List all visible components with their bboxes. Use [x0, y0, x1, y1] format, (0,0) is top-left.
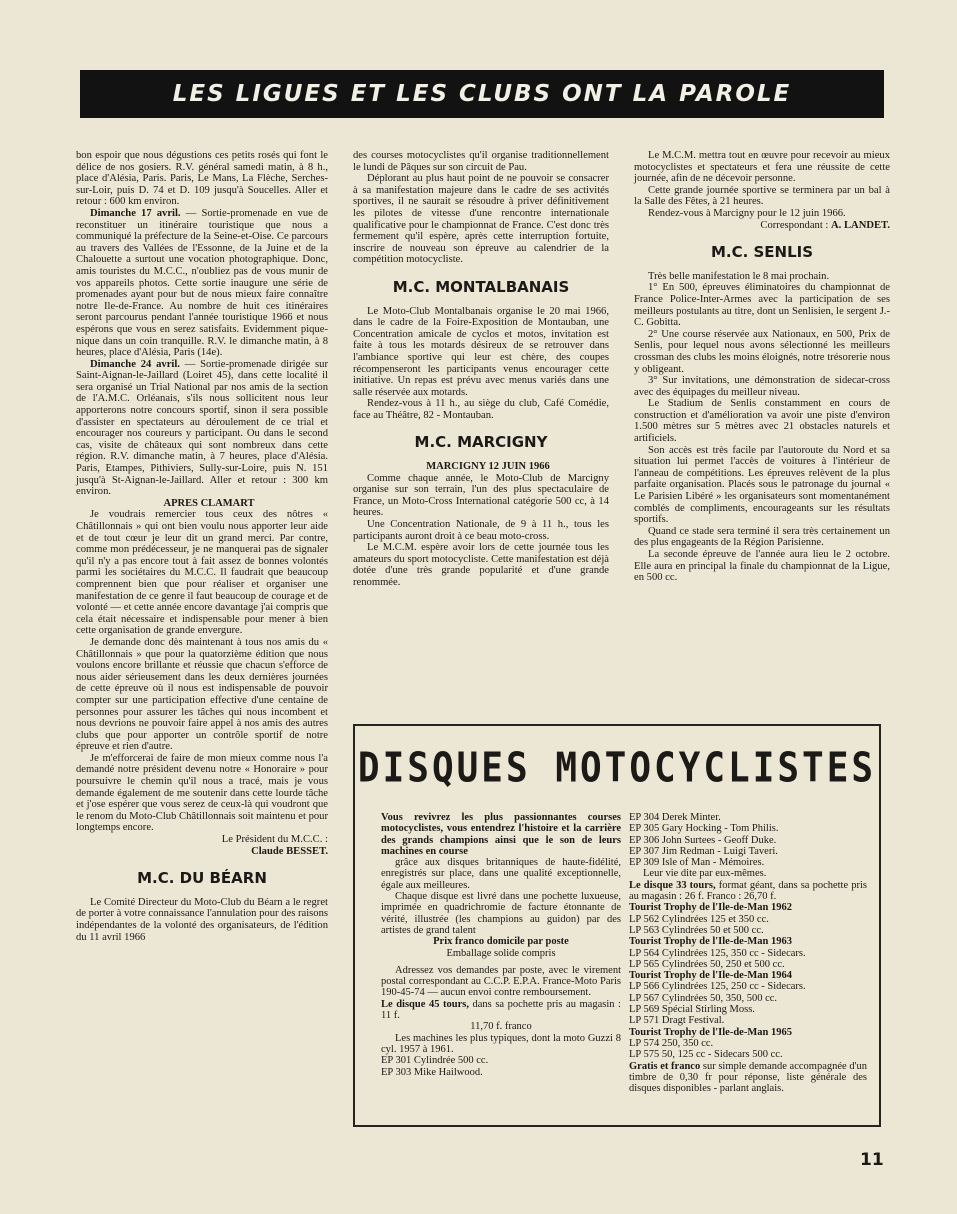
record-group-title-text: Tourist Trophy de l'Ile-de-Man 1962 [629, 902, 792, 914]
column-3 [634, 150, 890, 584]
paragraph: Très belle manifestation le 8 mai prochain. [648, 270, 830, 282]
record-item: LP 566 Cylindrées 125, 250 cc - Sidecars. [629, 981, 806, 993]
paragraph: Rendez-vous à Marcigny pour le 12 juin 1966. [648, 207, 846, 219]
advertisement-box [353, 724, 881, 1127]
ad-price-lead: Le disque 45 tours, [381, 998, 469, 1010]
paragraph: Rendez-vous à 11 h., au siège du club, Café Comédie, face au Théâtre, 82 - Montauban. [353, 398, 609, 421]
record-group-title-text: Tourist Trophy de l'Ile-de-Man 1963 [629, 936, 792, 948]
record-item: EP 304 Derek Minter. [629, 812, 721, 823]
paragraph: Le Stadium de Senlis constamment en cours de construction et d'amélioration va avoir une piste d'environ 1.500 mètres sur 5 mètres avec 21 obstacles naturels et artificiels. [634, 398, 890, 445]
paragraph: grâce aux disques britanniques de haute-fidélité, enregistrés sur place, dans une qualité exceptionnelle, égale aux meilleures. [381, 857, 621, 891]
paragraph: 1° En 500, épreuves éliminatoires du championnat de France Police-Inter-Armes avec la participation de ses meilleurs postulants au titre, dont un Senlisien, le sergent J.-C. Gobitta. [634, 282, 890, 329]
paragraph: Cette grande journée sportive se terminera par un bal à la Salle des Fêtes, à 21 heures. [634, 184, 890, 208]
paragraph: Le Moto-Club Montalbanais organise le 20 mai 1966, dans le cadre de la Foire-Exposition de Montauban, une Concentration amicale de cyclos et motos, invitation est faite à tous les motards désireux de se retrouver dans l'ambiance sportive qui leur est chère, des coupes récompenseront les participants venus encourager cette initiative. Un repas est prévu avec menus variés dans une salle réservée aux motards. [353, 305, 609, 398]
record-item: LP 562 Cylindrées 125 et 350 cc. [629, 913, 769, 925]
ad-gratis-text: sur simple demande accompagnée d'un timbre de 0,30 fr pour réponse, liste générale des disques disponibles - parlant anglais. [629, 1060, 867, 1095]
heading-mc-senlis: M.C. SENLIS [710, 243, 814, 262]
record-item: EP 306 John Surtees - Geoff Duke. [629, 834, 777, 846]
correspondent-name: A. LANDET. [831, 219, 890, 231]
ad-title: DISQUES MOTOCYCLISTES [357, 744, 877, 793]
paragraph [76, 208, 328, 359]
paragraph-text: — Sortie-promenade en vue de reconstituer un itinéraire touristique que nous a communiqué la préfecture de la Seine-et-Oise. Ce parcours au travers des Vallées de l'Essonne, de la Juine et de la Chalouette a surtout une vocation photographique. Donc, amis touristes du M.C.C., n'oubliez pas de vous munir de vos appareils photos. Cette sortie inaugure une série de promenades ayant pour but de nous mieux faire connaître notre Ile-de-France. Au nombre de huit ces itinéraires seront parcourus pendant l'année touristique 1966 et nous espérons que vous en serez satisfaits. Evidemment pique-nique dans un coin tranquille. R.V. le dimanche matin, à 8 heures, place d'Alésia, Paris (14e). [76, 207, 329, 359]
record-item: LP 567 Cylindrées 50, 350, 500 cc. [629, 992, 778, 1004]
record-item: EP 303 Mike Hailwood. [381, 1066, 483, 1078]
heading-mc-montalbanais: M.C. MONTALBANAIS [392, 277, 570, 296]
paragraph: Une Concentration Nationale, de 9 à 11 h., tous les participants auront droit à ce beau moto-cross. [353, 519, 609, 542]
section-banner: LES LIGUES ET LES CLUBS ONT LA PAROLE [80, 70, 884, 118]
signature-name [76, 846, 328, 858]
record-group-title-text: Tourist Trophy de l'Ile-de-Man 1964 [629, 970, 792, 982]
record-group-title [629, 1027, 867, 1038]
column-2 [353, 150, 609, 589]
ad-intro [381, 812, 621, 857]
subheading-apres-clamart: APRES CLAMART [163, 497, 255, 509]
ad-price-text: format géant, dans sa pochette pris au magasin : 26 f. Franco : 26,70 f. [629, 879, 867, 903]
ad-price-45 [381, 999, 621, 1022]
record-item: EP 309 Isle of Man - Mémoires. [629, 857, 765, 869]
ad-price-33 [629, 880, 867, 903]
record-item: LP 571 Dragt Festival. [629, 1015, 725, 1027]
record-group-title [629, 902, 867, 913]
paragraph: Les machines les plus typiques, dont la moto Guzzi 8 cyl. 1957 à 1961. [381, 1032, 621, 1055]
paragraph: Comme chaque année, le Moto-Club de Marcigny organise sur son terrain, l'un des plus spectaculaire de France, un Moto-Cross International catégorie 500 cc, à 14 heures. [353, 472, 609, 519]
paragraph: Son accès est très facile par l'autoroute du Nord et sa situation lui permet l'accès de voitures à l'intérieur de l'anneau de compétitions. Les épreuves relèvent de la plus parfaite organisation. Placés sous le patronage du journal « Le Parisien Libéré » les organisateurs sont momentanément comblés de compliments, encourageants sur les résultats sportifs. [634, 444, 890, 526]
record-group-title [629, 970, 867, 981]
correspondent [634, 220, 890, 232]
paragraph: La seconde épreuve de l'année aura lieu le 2 octobre. Elle aura en principal la finale du championnat de la Ligue, en 500 cc. [634, 549, 890, 584]
signature-title: Le Président du M.C.C. : [221, 834, 328, 846]
record-item: LP 564 Cylindrées 125, 350 cc - Sidecars. [629, 947, 806, 959]
ad-franco [381, 936, 621, 947]
record-group-title [629, 936, 867, 947]
ad-price-lead: Le disque 33 tours, [629, 879, 716, 891]
lead-date: Dimanche 24 avril. [90, 358, 180, 370]
paragraph: Je voudrais remercier tous ceux des nôtres « Châtillonnais » qui ont bien voulu nous apporter leur aide et de tout cœur je leur dit un grand merci. Par contre, comme mon prédécesseur, je ne manquerai pas de signaler qu'il n'y a pas encore tout à fait assez de bonnes volontés parmi les sociétaires du M.C.C. Il faudrait que beaucoup comprennent bien que pour réaliser et organiser une manifestation de ce genre il faut beaucoup de courage et de volonté — et cette année encore davantage j'ai compris que cela était nécessaire et indispensable pour mener à bien cette organisation de grande envergure. [76, 509, 328, 637]
paragraph: Le M.C.M. espère avoir lors de cette journée tous les amateurs du sport motocycliste. Cette manifestation est déjà dotée d'une très grande popularité et d'une grande renommée. [353, 542, 609, 588]
ad-emballage: Emballage solide compris [446, 947, 556, 959]
record-group-title-text: Tourist Trophy de l'Ile-de-Man 1965 [629, 1026, 792, 1038]
ad-gratis-lead: Gratis et franco [629, 1060, 701, 1072]
correspondent-label: Correspondant : [760, 219, 832, 231]
record-item: EP 305 Gary Hocking - Tom Philis. [629, 823, 779, 835]
heading-mc-marcigny: M.C. MARCIGNY [414, 433, 548, 452]
page-number: 11 [860, 1150, 884, 1170]
paragraph: Déplorant au plus haut point de ne pouvoir se consacrer à sa manifestation majeure dans le cadre de ses activités sportives, il ne saurait se résoudre à priver définitivement les pilotes de vitesse d'une rencontre internationale qualificative pour le championnat de France. C'est donc très fermement qu'il espère, après cette interruption fortuite, inscrire de nouveau son épreuve au calendrier de la compétition motocycliste. [353, 173, 609, 266]
record-item: LP 574 250, 350 cc. [629, 1037, 714, 1049]
signature-name-text: Claude BESSET. [251, 845, 328, 857]
ad-right-column [629, 812, 867, 1094]
ad-price-text: dans sa pochette pris au magasin : 11 f. [381, 998, 621, 1022]
paragraph-text: — Sortie-promenade dirigée sur Saint-Aignan-le-Jaillard (Loiret 45), dans cette localité il sera organisé un Trial National par nos amis de la section de l'A.M.C. Orléanais, s'ils nous sollicitent nous leur apporterons notre concours sportif, sinon il sera possible d'assister en spectateurs au déroulement de ce trial et encourager nos coureurs y participant. Ou dans le second cas, visite de châteaux qui sont nombreux dans cette région. R.V. dimanche matin, à 7 heures, place d'Alésia. Paris, Etampes, Pithiviers, Sully-sur-Loire, puis N. 151 jusqu'à St-Aignan-le-Jaillard. Aller et retour : 300 km environ. [76, 358, 328, 498]
ad-franco-text: Prix franco domicile par poste [433, 936, 569, 948]
ad-intro-text: Vous revivrez les plus passionnantes courses motocyclistes, vous entendrez l'histoire et la carrière des grands champions ainsi que le son de leurs machines en course [381, 812, 621, 857]
paragraph [76, 359, 328, 498]
record-item: LP 569 Spécial Stirling Moss. [629, 1004, 755, 1016]
paragraph: Je demande donc dès maintenant à tous nos amis du « Châtillonnais » que pour la quatorzième édition que nous voulons encore brillante et réussie que chacun s'efforce de nous aider sérieusement dans les deux dernières journées de cette épreuve où il nous est indispensable de pouvoir compter sur une participation effective d'une centaine de personnes pour assurer les tâches qui nous incombent et nous devrions ne pouvoir faire appel à nos amis des autres clubs que pour apporter un contrôle sportif de notre épreuve et rien d'autre. [76, 636, 328, 753]
paragraph: Le Comité Directeur du Moto-Club du Béarn a le regret de porter à votre connaissance l'annulation pour des raisons indépendantes de la volonté des organisateurs, de l'édition du 11 avril 1966 [76, 896, 328, 943]
record-item: LP 563 Cylindrées 50 et 500 cc. [629, 924, 764, 936]
ad-price-franco: 11,70 f. franco [470, 1021, 532, 1033]
column-1 [76, 150, 328, 943]
record-item: EP 301 Cylindrée 500 cc. [381, 1055, 489, 1067]
paragraph: Le M.C.M. mettra tout en œuvre pour recevoir au mieux motocyclistes et spectateurs et fera une réussite de cette journée, afin de ne décevoir personne. [634, 150, 890, 185]
paragraph: Leur vie dite par eux-mêmes. [643, 868, 767, 880]
paragraph: Je m'efforcerai de faire de mon mieux comme nous l'a demandé notre président devenu notre « Honoraire » pour poursuivre le chemin qu'il nous a tracé, mais je vous demande également de me soutenir dans cette lourde tâche et j'ose espérer que vous serez de ceux-là qui voudront que le renom du Moto-Club Châtillonnais soit maintenu et pour longtemps encore. [76, 752, 328, 834]
record-item: LP 575 50, 125 cc - Sidecars 500 cc. [629, 1049, 783, 1061]
ad-left-column [381, 812, 621, 1078]
paragraph: des courses motocyclistes qu'il organise traditionnellement le lundi de Pâques sur son circuit de Pau. [353, 150, 609, 173]
heading-mc-du-bearn: M.C. DU BÉARN [137, 869, 267, 888]
ad-gratis [629, 1061, 867, 1095]
record-item: EP 307 Jim Redman - Luigi Taveri. [629, 845, 778, 857]
paragraph: Chaque disque est livré dans une pochette luxueuse, imprimée en quadrichromie de facture étonnante de vérité, illustrée (les champions au guidon) par des artistes de grand talent [381, 891, 621, 936]
paragraph: bon espoir que nous dégustions ces petits rosés qui font le délice de nos gosiers. R.V. général samedi matin, à 8 h., place d'Alésia, Paris. Paris, Le Mans, La Flèche, Serches-sur-Loir, puis D. 74 et D. 109 jusqu'à Soucelles. Aller et retour : 600 km environ. [76, 150, 328, 208]
event-date: MARCIGNY 12 JUIN 1966 [426, 461, 550, 473]
record-item: LP 565 Cylindrées 50, 250 et 500 cc. [629, 958, 785, 970]
lead-date: Dimanche 17 avril. [90, 207, 181, 219]
paragraph: 3° Sur invitations, une démonstration de sidecar-cross avec des équipages du meilleur niveau. [634, 375, 890, 398]
paragraph: 2° Une course réservée aux Nationaux, en 500, Prix de Senlis, pour lequel nous avons sélectionné les meilleurs crossman des clubs les moins éloignés, notre trésorerie nous y obligeant. [634, 328, 890, 375]
paragraph: Quand ce stade sera terminé il sera très certainement un des plus engageants de la Région Parisienne. [634, 525, 890, 549]
paragraph: Adressez vos demandes par poste, avec le virement postal correspondant au C.C.P. E.P.A. France-Moto Paris 190-45-74 — aucun envoi contre remboursement. [381, 964, 621, 999]
